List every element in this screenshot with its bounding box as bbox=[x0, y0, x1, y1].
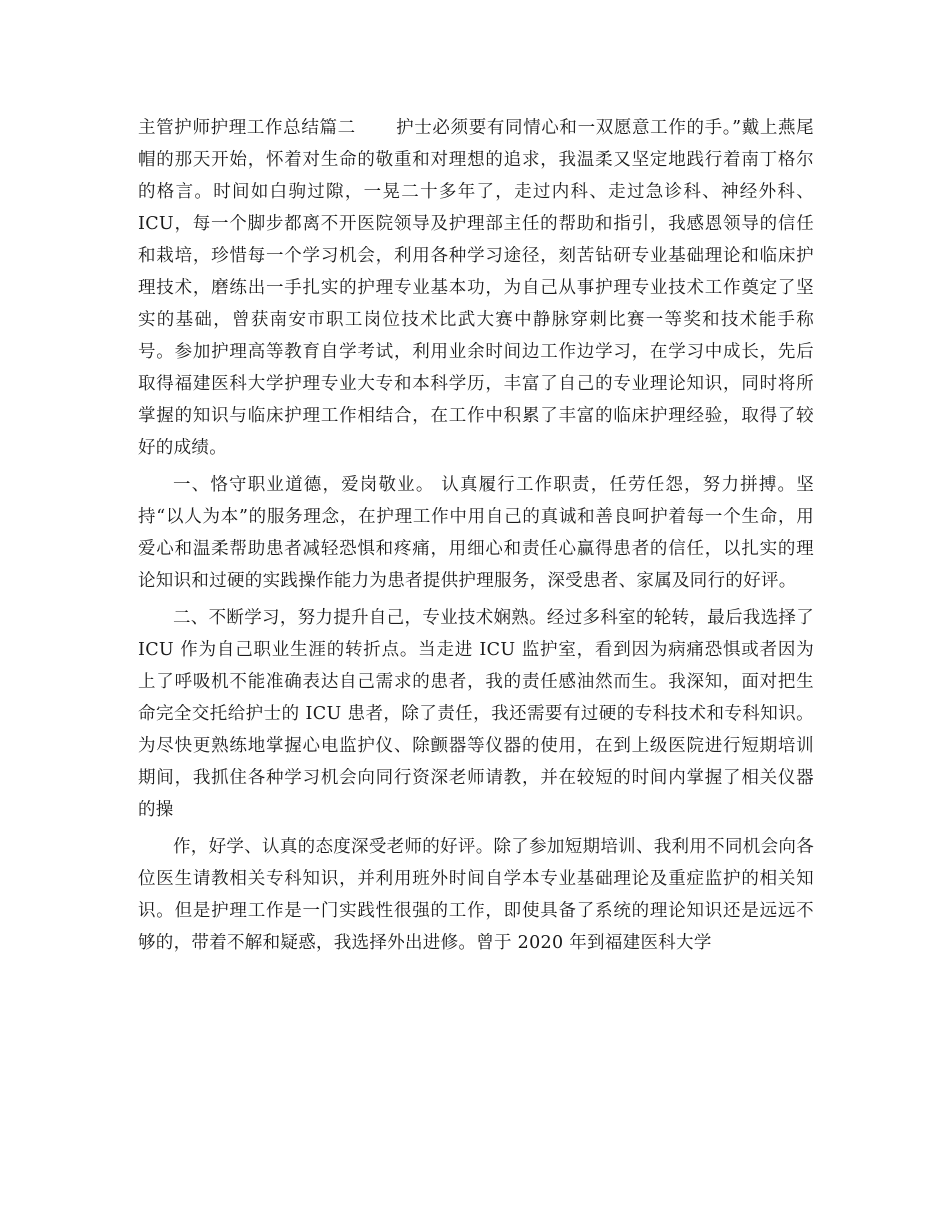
document-title: 主管护师护理工作总结篇二 bbox=[138, 118, 356, 138]
paragraph-text: 护士必须要有同情心和一双愿意工作的手。”戴上燕尾帽的那天开始，怀着对生命的敬重和对理想的追求，我温柔又坚定地践行着南丁格尔的格言。时间如白驹过隙，一晃二十多年了，走过内科、走过急诊科、神经外科、ICU，每一个脚步都离不开医院领导及护理部主任的帮助和指引，我感恩领导的信任和栽培，珍惜每一个学习机会，利用各种学习途径，刻苦钻研专业基础理论和临床护理技术，磨练出一手扎实的护理专业基本功，为自己从事护理专业技术工作奠定了坚实的基础，曾获南安市职工岗位技术比武大赛中静脉穿刺比赛一等奖和技术能手称号。参加护理高等教育自学考试，利用业余时间边工作边学习，在学习中成长，先后取得福建医科大学护理专业大专和本科学历，丰富了自己的专业理论知识，同时将所掌握的知识与临床护理工作相结合，在工作中积累了丰富的临床护理经验，取得了较好的成绩。 bbox=[138, 118, 814, 458]
section-paragraph-2: 二、不断学习，努力提升自己，专业技术娴熟。经过多科室的轮转，最后我选择了 ICU 作为自己职业生涯的转折点。当走进 ICU 监护室，看到因为病痛恐惧或者因为上了呼吸机不能准确表达自己需求的患者，我的责任感油然而生。我深知，面对把生命完全交托给护士的 ICU 患者，除了责任，我还需要有过硬的专科技术和专科知识。为尽快更熟练地掌握心电监护仪、除颤器等仪器的使用，在到上级医院进行短期培训期间，我抓住各种学习机会向同行资深老师请教，并在较短的时间内掌握了相关仪器的操 bbox=[138, 608, 814, 820]
section-paragraph-1: 一、恪守职业道德，爱岗敬业。 认真履行工作职责，任劳任怨，努力拼搏。坚持“以人为本”的服务理念，在护理工作中用自己的真诚和善良呵护着每一个生命，用爱心和温柔帮助患者减轻恐惧和疼痛，用细心和责任心赢得患者的信任，以扎实的理论知识和过硬的实践操作能力为患者提供护理服务，深受患者、家属及同行的好评。 bbox=[138, 475, 814, 591]
document-page bbox=[138, 112, 814, 964]
intro-paragraph bbox=[138, 112, 814, 464]
section-paragraph-3: 作，好学、认真的态度深受老师的好评。除了参加短期培训、我利用不同机会向各位医生请教相关专科知识，并利用班外时间自学本专业基础理论及重症监护的相关知识。但是护理工作是一门实践性很强的工作，即使具备了系统的理论知识还是远远不够的，带着不解和疑惑，我选择外出进修。曾于 2020 年到福建医科大学 bbox=[138, 837, 814, 953]
